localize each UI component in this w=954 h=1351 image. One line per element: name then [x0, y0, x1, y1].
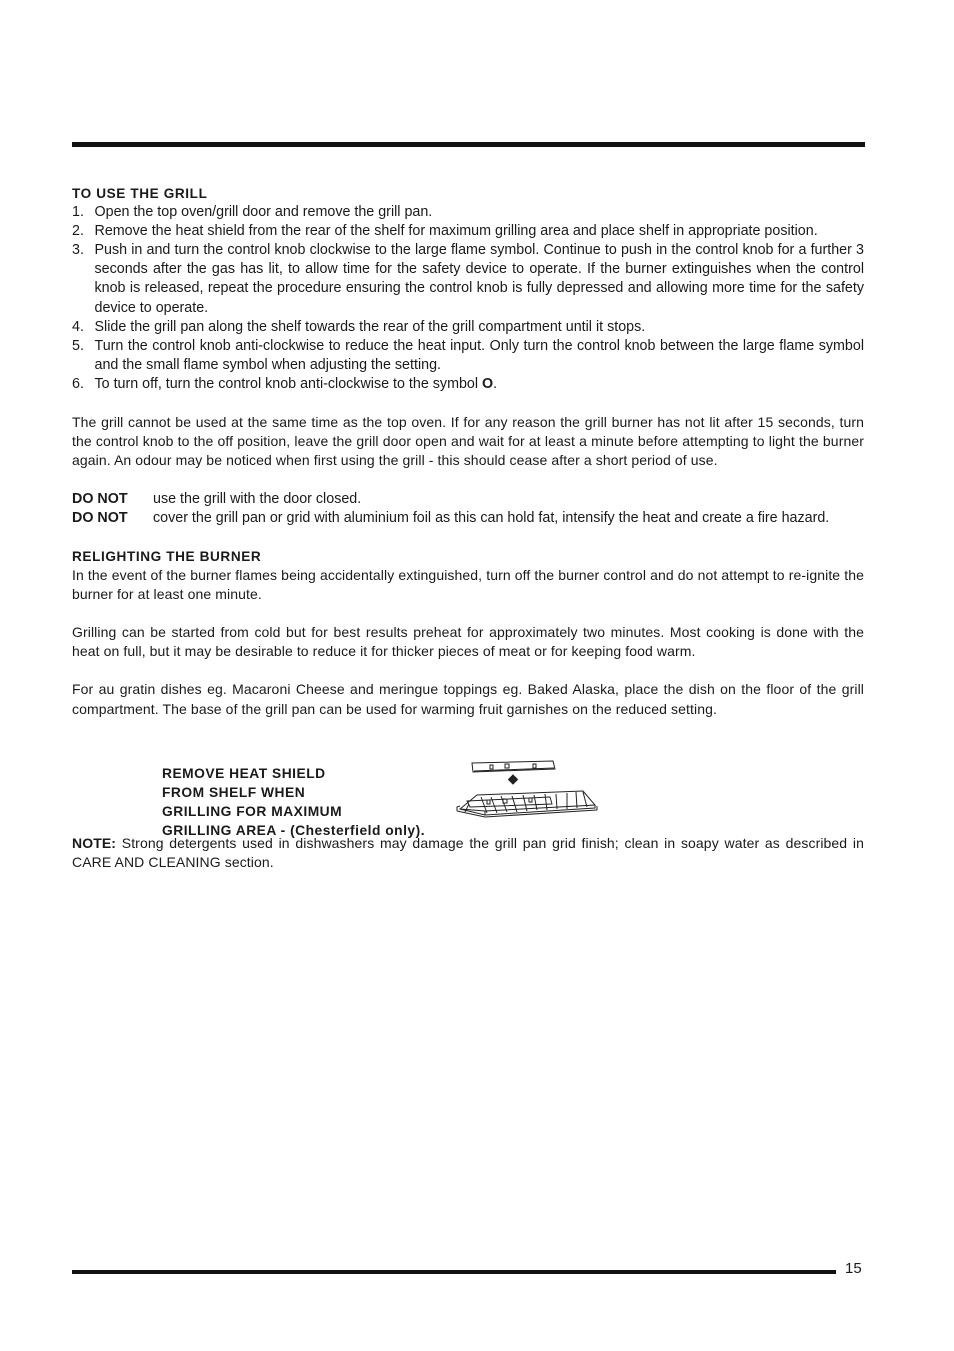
note-paragraph: NOTE: Strong detergents used in dishwashers may damage the grill pan grid finish; clean in soapy water as described in CARE AND CLEANING section. [72, 834, 864, 870]
note-label: NOTE: [72, 834, 117, 851]
grill-usage-paragraph: The grill cannot be used at the same time as the top oven. If for any reason the grill burner has not lit after 15 seconds, turn the control knob to the off position, leave the grill door open and wait for at least a minute before attempting to light the burner again. An odour may be noticed when first using the grill - this should cease after a short period of use. [72, 414, 864, 469]
warning-label: DO NOT [72, 490, 128, 507]
top-rule [72, 142, 865, 147]
list-item: 5. Turn the control knob anti-clockwise to reduce the heat input. Only turn the control knob between the large flame symbol and the small flame symbol when adjusting the setting. [72, 337, 864, 373]
warning-row [72, 509, 864, 528]
page-content [72, 184, 864, 872]
preheat-paragraph: Grilling can be started from cold but for best results preheat for approximately two minutes. Most cooking is done with the heat on full, but it may be desirable to reduce it for thicker pieces of meat or for keeping food warm. [72, 624, 864, 660]
warning-label: DO NOT [72, 509, 128, 526]
figure-caption: REMOVE HEAT SHIELD FROM SHELF WHEN GRILLING FOR MAXIMUM GRILLING AREA - (Chesterfield only). [162, 765, 426, 838]
warning-text: cover the grill pan or grid with aluminium foil as this can hold fat, intensify the heat and create a fire hazard. [153, 509, 830, 526]
list-item: 4. Slide the grill pan along the shelf towards the rear of the grill compartment until it stops. [72, 318, 646, 335]
list-item: 6. To turn off, turn the control knob anti-clockwise to the symbol O. [72, 375, 498, 392]
heading-to-use-the-grill: TO USE THE GRILL [72, 186, 208, 201]
warning-row [72, 490, 864, 509]
relighting-paragraph: In the event of the burner flames being accidentally extinguished, turn off the burner control and do not attempt to re-ignite the burner for at least one minute. [72, 566, 864, 602]
list-item: 3. Push in and turn the control knob clockwise to the large flame symbol. Continue to push in the control knob for a further 3 seconds after the gas has lit, to allow time for the safety device to operate. If the burner extinguishes when the control knob is released, repeat the procedure ensuring the control knob is fully depressed and allowing more time for the safety device to operate. [72, 242, 864, 316]
warning-text: use the grill with the door closed. [153, 490, 362, 507]
page-number: 15 [845, 1260, 862, 1277]
list-item: 1. Open the top oven/grill door and remove the grill pan. [72, 204, 433, 221]
au-gratin-paragraph: For au gratin dishes eg. Macaroni Cheese and meringue toppings eg. Baked Alaska, place the dish on the floor of the grill compartment. The base of the grill pan can be used for warming fruit garnishes on the reduced setting. [72, 681, 864, 717]
off-symbol: O [482, 375, 494, 392]
heading-relighting-the-burner: RELIGHTING THE BURNER [72, 548, 262, 564]
grill-steps-list [72, 203, 864, 394]
list-item: 2. Remove the heat shield from the rear of the shelf for maximum grilling area and place shelf in appropriate position. [72, 223, 818, 240]
heat-shield-shelf-diagram-icon [455, 759, 600, 849]
heat-shield-figure [72, 719, 864, 838]
bottom-rule [72, 1270, 836, 1274]
